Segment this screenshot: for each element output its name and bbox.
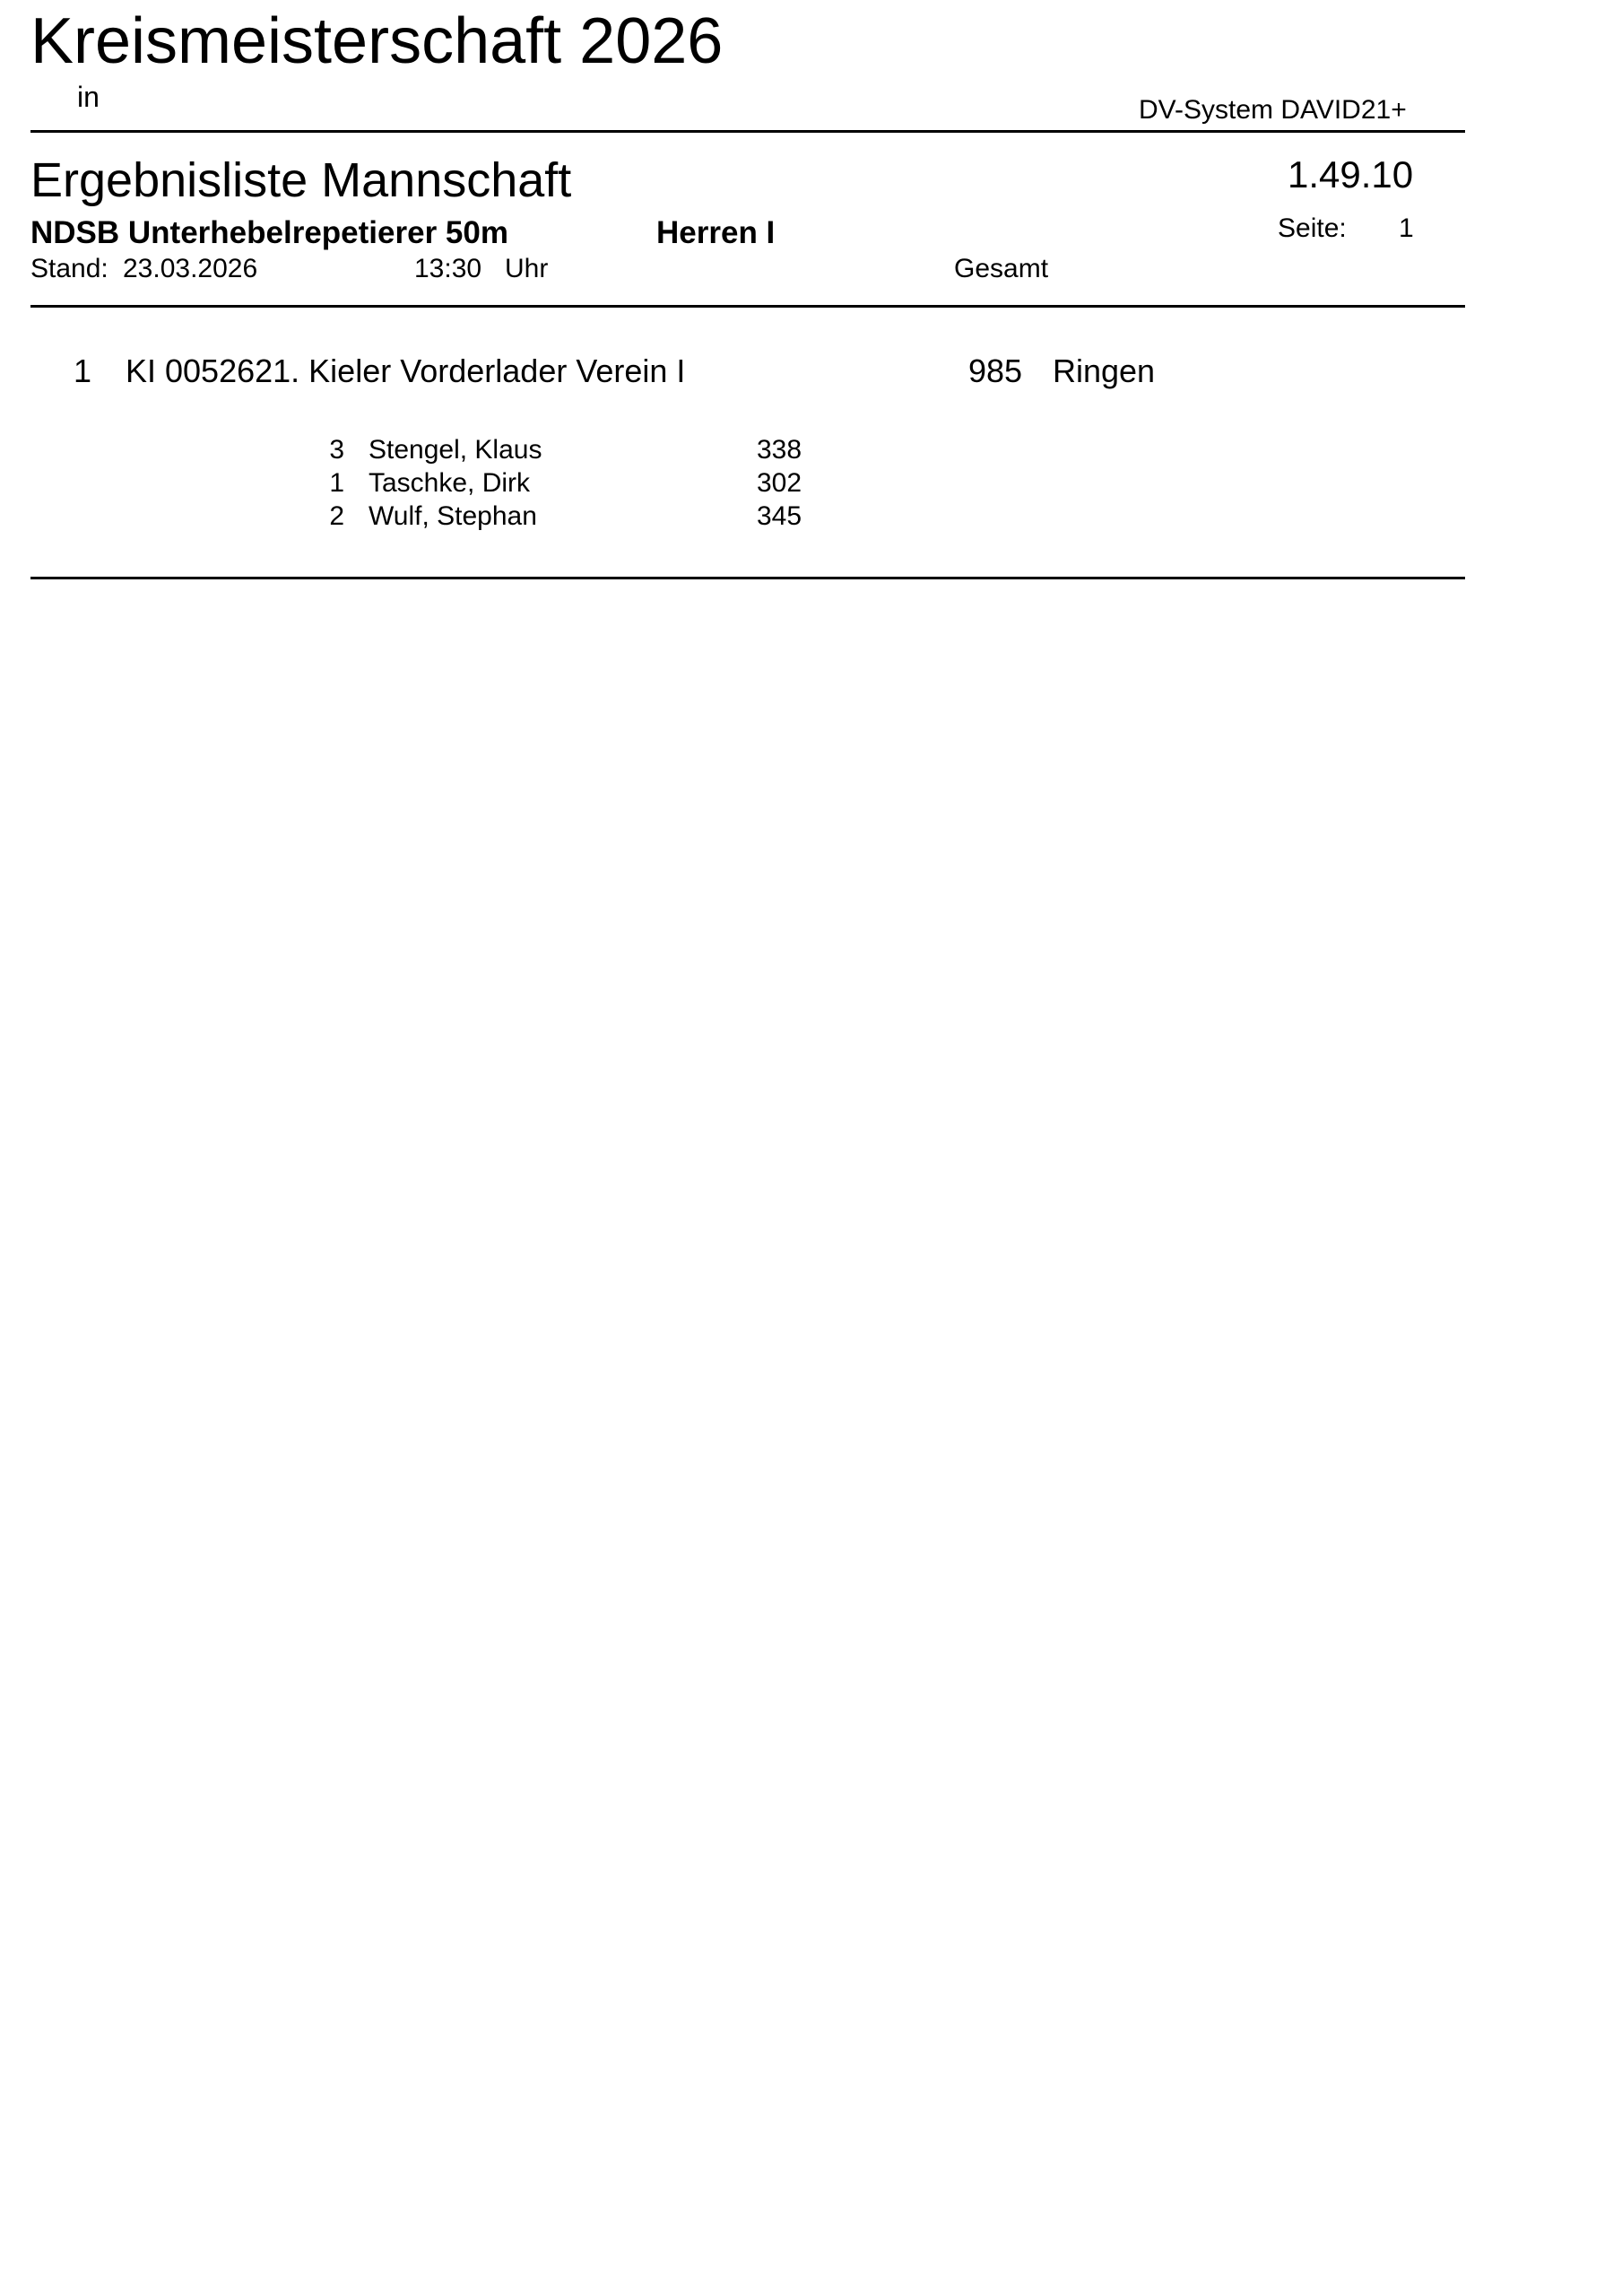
stand-label: Stand:: [30, 254, 108, 283]
team-rank: 1: [74, 352, 92, 389]
version-number: 1.49.10: [1288, 153, 1414, 196]
class-name: Herren I: [656, 215, 776, 250]
header-divider: [30, 130, 1465, 133]
stand-time-unit: Uhr: [505, 254, 549, 283]
member-name: Stengel, Klaus: [369, 435, 542, 465]
team-score: 985: [968, 352, 1023, 389]
event-title: Kreismeisterschaft 2026: [30, 5, 724, 77]
member-score: 338: [757, 435, 802, 465]
team-score-unit: Ringen: [1053, 352, 1156, 389]
member-score: 345: [757, 501, 802, 531]
page-label: Seite:: [1278, 213, 1347, 243]
footer-divider: [30, 577, 1465, 579]
stand-time: 13:30: [414, 254, 482, 283]
team-name: KI 0052621. Kieler Vorderlader Verein I: [126, 352, 686, 389]
subheader-divider: [30, 305, 1465, 308]
member-name: Taschke, Dirk: [369, 468, 531, 498]
list-title: Ergebnisliste Mannschaft: [30, 153, 572, 207]
member-name: Wulf, Stephan: [369, 501, 537, 531]
event-location-prefix: in: [77, 81, 100, 113]
page-number: 1: [1399, 213, 1414, 243]
result-scope: Gesamt: [954, 254, 1049, 283]
member-score: 302: [757, 468, 802, 498]
system-name: DV-System DAVID21+: [1139, 95, 1407, 125]
stand-date: 23.03.2026: [123, 254, 258, 283]
discipline-name: NDSB Unterhebelrepetierer 50m: [30, 215, 508, 250]
